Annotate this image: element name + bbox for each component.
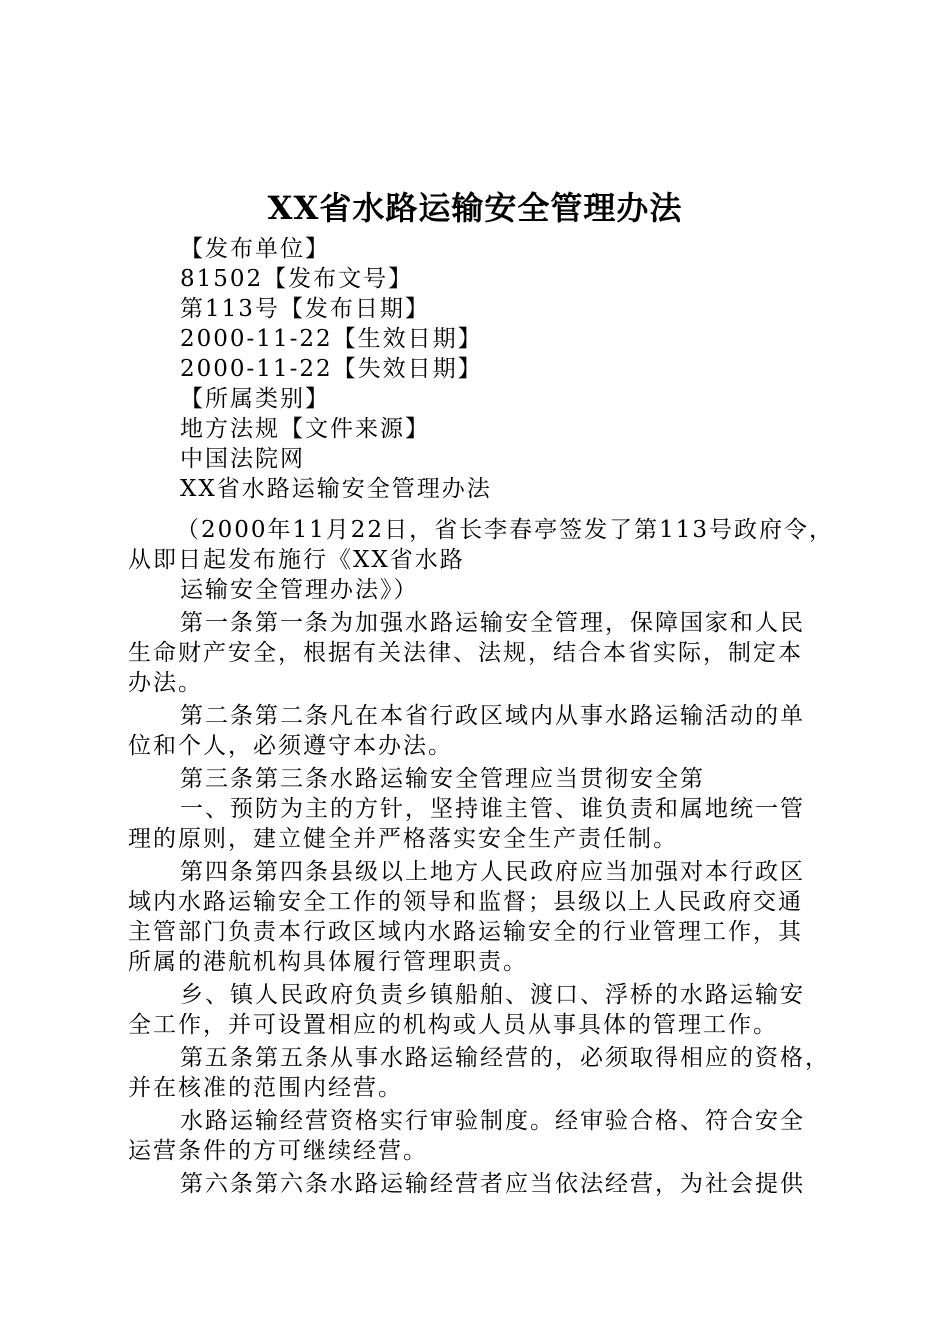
body-line: 生命财产安全，根据有关法律、法规，结合本省实际，制定本 <box>128 640 803 666</box>
meta-line: 【发布单位】 <box>180 236 330 262</box>
body-line: 一、预防为主的方针，坚持谁主管、谁负责和属地统一管 <box>180 796 805 822</box>
body-line: 主管部门负责本行政区域内水路运输安全的行业管理工作，其 <box>128 919 803 945</box>
document-title: XX省水路运输安全管理办法 <box>267 189 683 227</box>
body-line: 办法。 <box>128 670 203 696</box>
document-body <box>128 515 836 1199</box>
meta-line: 【所属类别】 <box>180 386 330 412</box>
body-line: 并在核准的范围内经营。 <box>128 1075 403 1101</box>
meta-line: 中国法院网 <box>180 446 305 472</box>
body-line: 第二条第二条凡在本省行政区域内从事水路运输活动的单 <box>180 703 805 729</box>
body-line: 从即日起发布施行《XX省水路 <box>128 547 465 573</box>
body-line: 第五条第五条从事水路运输经营的，必须取得相应的资格， <box>180 1045 830 1071</box>
meta-line: 2000-11-22【失效日期】 <box>180 356 483 382</box>
body-line: 运营条件的方可继续经营。 <box>128 1138 428 1164</box>
body-line: 理的原则，建立健全并严格落实安全生产责任制。 <box>128 826 678 852</box>
body-line: （2000年11月22日，省长李春亭签发了第113号政府令， <box>176 517 834 543</box>
meta-line: 81502【发布文号】 <box>180 266 414 292</box>
document-meta <box>180 234 840 504</box>
body-line: 第一条第一条为加强水路运输安全管理，保障国家和人民 <box>180 610 805 636</box>
body-line: 域内水路运输安全工作的领导和监督；县级以上人民政府交通 <box>128 889 803 915</box>
body-line: 乡、镇人民政府负责乡镇船舶、渡口、浮桥的水路运输安 <box>180 982 805 1008</box>
meta-line: 2000-11-22【生效日期】 <box>180 326 483 352</box>
meta-line: 地方法规【文件来源】 <box>180 416 430 442</box>
meta-line: XX省水路运输安全管理办法 <box>180 476 492 502</box>
body-line: 全工作，并可设置相应的机构或人员从事具体的管理工作。 <box>128 1012 778 1038</box>
meta-line: 第113号【发布日期】 <box>180 296 430 322</box>
body-line: 位和个人，必须遵守本办法。 <box>128 733 453 759</box>
body-line: 第六条第六条水路运输经营者应当依法经营，为社会提供 <box>180 1171 805 1197</box>
body-line: 所属的港航机构具体履行管理职责。 <box>128 949 528 975</box>
body-line: 第三条第三条水路运输安全管理应当贯彻安全第 <box>180 766 705 792</box>
body-line: 运输安全管理办法》） <box>180 577 419 603</box>
body-line: 水路运输经营资格实行审验制度。经审验合格、符合安全 <box>180 1108 805 1134</box>
body-line: 第四条第四条县级以上地方人民政府应当加强对本行政区 <box>180 859 805 885</box>
